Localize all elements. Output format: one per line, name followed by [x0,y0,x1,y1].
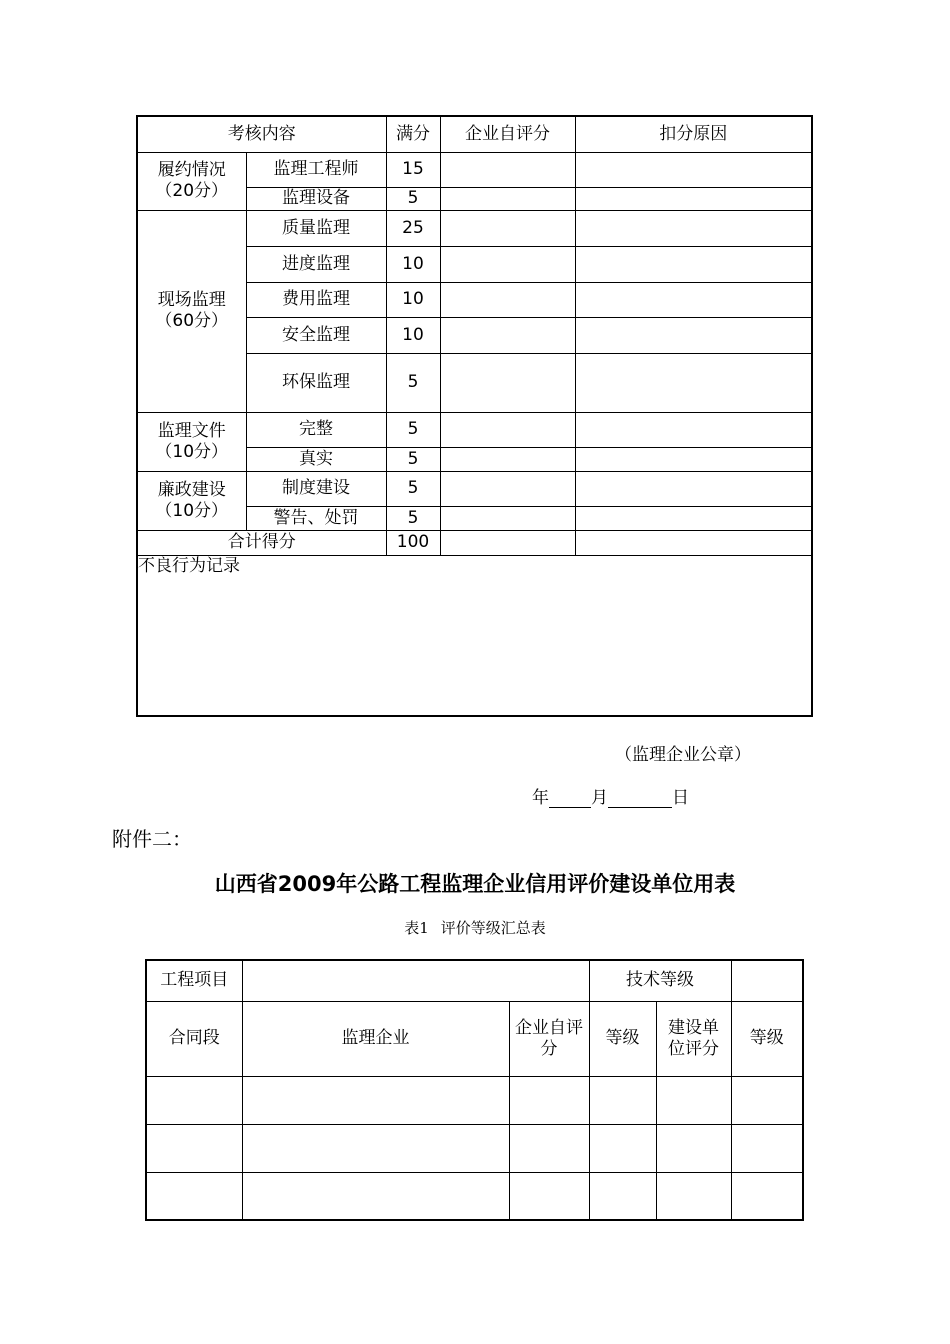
table-caption-text: 评价等级汇总表 [440,919,546,937]
header-owner-grade: 等级 [731,1001,803,1076]
self-score-cell[interactable] [440,506,575,530]
self-score-cell[interactable] [440,210,575,246]
reason-cell[interactable] [575,506,812,530]
grade-cell[interactable] [589,1076,656,1124]
self-score-cell[interactable] [509,1124,589,1172]
item-name: 真实 [246,447,386,471]
reason-cell[interactable] [575,152,812,187]
group-name: 监理文件 [157,420,226,441]
item-name: 质量监理 [246,210,386,246]
item-name: 环保监理 [246,353,386,412]
grade-summary-table [145,959,804,1221]
owner-score-cell[interactable] [656,1076,731,1124]
table-header-row [137,116,812,152]
item-name: 费用监理 [246,282,386,317]
supervision-company-cell[interactable] [242,1124,509,1172]
total-score: 100 [386,530,440,555]
owner-grade-cell[interactable] [731,1076,803,1124]
item-name: 监理工程师 [246,152,386,187]
misconduct-record-cell[interactable] [137,555,812,716]
total-reason-cell[interactable] [575,530,812,555]
year-label: 年 [532,788,549,808]
header-content: 考核内容 [137,116,386,152]
company-seal-label: （监理企业公章） [615,745,751,765]
owner-score-cell[interactable] [656,1172,731,1220]
header-grade: 等级 [589,1001,656,1076]
table-row [137,210,812,246]
header-self-score: 企业自评分 [509,1001,589,1076]
item-name: 安全监理 [246,317,386,353]
item-score: 5 [386,447,440,471]
total-label: 合计得分 [137,530,386,555]
table-row [146,1124,803,1172]
month-label: 月 [591,788,608,808]
group-points: （20分） [155,181,229,201]
group-label [137,210,246,412]
item-name: 完整 [246,412,386,447]
contract-section-cell[interactable] [146,1124,242,1172]
header-supervision-company: 监理企业 [242,1001,509,1076]
owner-grade-cell[interactable] [731,1172,803,1220]
date-line [532,783,689,808]
item-score: 5 [386,412,440,447]
supervision-company-cell[interactable] [242,1076,509,1124]
self-score-cell[interactable] [440,152,575,187]
group-points: （10分） [155,500,229,521]
item-score: 25 [386,210,440,246]
grade-cell[interactable] [589,1124,656,1172]
table-header-row [146,1001,803,1076]
project-row [146,960,803,1001]
reason-cell[interactable] [575,282,812,317]
reason-cell[interactable] [575,353,812,412]
tech-grade-label: 技术等级 [589,960,731,1001]
attachment-label: 附件二： [112,827,192,851]
self-score-cell[interactable] [440,353,575,412]
item-score: 10 [386,246,440,282]
group-points: （60分） [155,311,229,331]
group-points: （10分） [155,441,229,462]
self-score-cell[interactable] [440,282,575,317]
item-score: 10 [386,317,440,353]
item-score: 10 [386,282,440,317]
project-label: 工程项目 [146,960,242,1001]
group-label [137,471,246,530]
item-name: 进度监理 [246,246,386,282]
self-score-cell[interactable] [440,471,575,506]
self-score-cell[interactable] [440,187,575,210]
item-name: 警告、处罚 [246,506,386,530]
header-owner-score: 建设单位评分 [656,1001,731,1076]
self-score-cell[interactable] [509,1076,589,1124]
group-name: 廉政建设 [157,479,226,500]
item-score: 15 [386,152,440,187]
day-label: 日 [672,788,689,808]
group-name: 现场监理 [157,290,226,310]
self-score-cell[interactable] [440,317,575,353]
header-self-score: 企业自评分 [440,116,575,152]
reason-cell[interactable] [575,210,812,246]
owner-grade-cell[interactable] [731,1124,803,1172]
header-full-score: 满分 [386,116,440,152]
table-number: 表1 [404,919,429,937]
reason-cell[interactable] [575,447,812,471]
assessment-table [136,115,813,717]
self-score-cell[interactable] [440,447,575,471]
tech-grade-value-cell[interactable] [731,960,803,1001]
group-name: 履约情况 [157,160,226,180]
table-caption [0,917,950,938]
item-score: 5 [386,187,440,210]
page-title: 山西省2009年公路工程监理企业信用评价建设单位用表 [214,872,736,896]
owner-score-cell[interactable] [656,1124,731,1172]
item-score: 5 [386,471,440,506]
group-label [137,152,246,210]
self-score-cell[interactable] [440,246,575,282]
total-row [137,530,812,555]
contract-section-cell[interactable] [146,1172,242,1220]
table-row [137,412,812,447]
grade-cell[interactable] [589,1172,656,1220]
table-row [137,471,812,506]
table-row [146,1172,803,1220]
day-blank[interactable] [608,789,672,808]
self-score-cell[interactable] [440,412,575,447]
contract-section-cell[interactable] [146,1076,242,1124]
reason-cell[interactable] [575,317,812,353]
supervision-company-cell[interactable] [242,1172,509,1220]
reason-cell[interactable] [575,187,812,210]
table-row [137,152,812,187]
header-contract-section: 合同段 [146,1001,242,1076]
item-score: 5 [386,506,440,530]
misconduct-record-label: 不良行为记录 [138,555,240,576]
project-value-cell[interactable] [242,960,589,1001]
remark-row [137,555,812,716]
total-self-score-cell[interactable] [440,530,575,555]
self-score-cell[interactable] [509,1172,589,1220]
reason-cell[interactable] [575,471,812,506]
item-name: 制度建设 [246,471,386,506]
month-blank[interactable] [549,789,591,808]
reason-cell[interactable] [575,412,812,447]
item-name: 监理设备 [246,187,386,210]
item-score: 5 [386,353,440,412]
reason-cell[interactable] [575,246,812,282]
table-row [146,1076,803,1124]
header-deduction-reason: 扣分原因 [575,116,812,152]
group-label [137,412,246,471]
